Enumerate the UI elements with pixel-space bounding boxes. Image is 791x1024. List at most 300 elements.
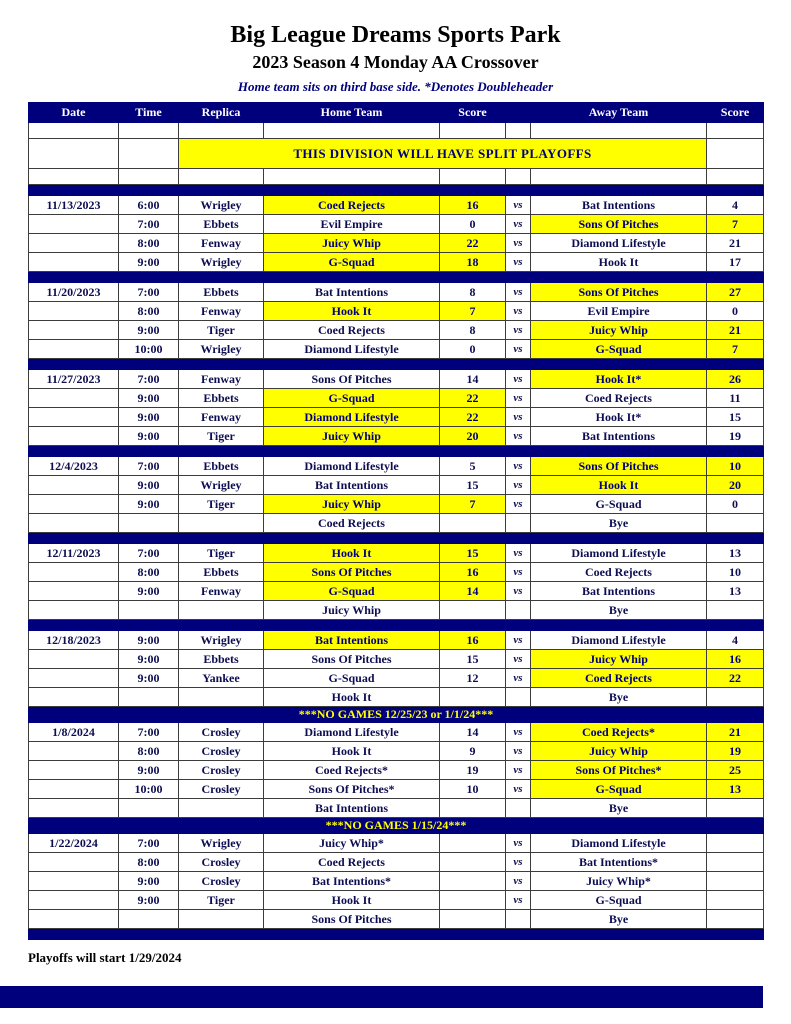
away-team-cell: G-Squad [531, 495, 707, 514]
notice-row [29, 818, 764, 834]
division-banner: THIS DIVISION WILL HAVE SPLIT PLAYOFFS [179, 139, 707, 169]
separator-bar [29, 359, 764, 370]
separator-row [29, 929, 764, 940]
replica-cell: Ebbets [179, 650, 264, 669]
column-header-home-team: Home Team [264, 103, 440, 123]
date-cell [29, 601, 119, 620]
away-score-cell [707, 139, 764, 169]
away-team-cell: Juicy Whip [531, 321, 707, 340]
away-score-cell [707, 514, 764, 533]
vs-cell: vs [506, 283, 531, 302]
date-cell: 12/4/2023 [29, 457, 119, 476]
replica-cell: Ebbets [179, 283, 264, 302]
time-cell: 7:00 [119, 215, 179, 234]
date-cell [29, 495, 119, 514]
separator-bar [29, 533, 764, 544]
replica-cell: Crosley [179, 853, 264, 872]
time-cell [119, 799, 179, 818]
time-cell: 8:00 [119, 302, 179, 321]
date-cell [29, 742, 119, 761]
vs-cell [506, 601, 531, 620]
home-score-cell: 16 [440, 196, 506, 215]
home-team-cell: Sons Of Pitches* [264, 780, 440, 799]
column-header-replica: Replica [179, 103, 264, 123]
away-team-cell: Hook It [531, 253, 707, 272]
away-team-cell: G-Squad [531, 340, 707, 359]
home-score-cell: 0 [440, 340, 506, 359]
away-team-cell: Coed Rejects [531, 389, 707, 408]
time-cell: 9:00 [119, 389, 179, 408]
away-team-cell: Bye [531, 514, 707, 533]
separator-bar [29, 272, 764, 283]
page-subtitle: 2023 Season 4 Monday AA Crossover [252, 52, 539, 72]
home-team-cell: Coed Rejects* [264, 761, 440, 780]
separator-row [29, 359, 764, 370]
vs-cell: vs [506, 891, 531, 910]
playoffs-note: Playoffs will start 1/29/2024 [28, 950, 182, 965]
time-cell [119, 514, 179, 533]
replica-cell: Crosley [179, 761, 264, 780]
game-row [29, 234, 764, 253]
away-score-cell: 0 [707, 302, 764, 321]
home-score-cell [440, 514, 506, 533]
home-score-cell: 7 [440, 302, 506, 321]
away-team-cell: Juicy Whip [531, 742, 707, 761]
away-score-cell: 19 [707, 427, 764, 446]
time-cell: 7:00 [119, 544, 179, 563]
separator-row [29, 185, 764, 196]
home-score-cell: 15 [440, 650, 506, 669]
game-row [29, 340, 764, 359]
date-cell [29, 891, 119, 910]
away-team-cell: Evil Empire [531, 302, 707, 321]
away-score-cell: 4 [707, 196, 764, 215]
vs-cell: vs [506, 370, 531, 389]
date-cell [29, 321, 119, 340]
home-score-cell [440, 872, 506, 891]
time-cell: 10:00 [119, 780, 179, 799]
date-cell [29, 169, 119, 185]
no-games-notice: ***NO GAMES 1/15/24*** [29, 818, 764, 834]
vs-cell: vs [506, 495, 531, 514]
replica-cell: Crosley [179, 742, 264, 761]
game-row [29, 370, 764, 389]
bottom-bar [0, 986, 763, 1008]
away-team-cell: Bye [531, 688, 707, 707]
away-score-cell: 26 [707, 370, 764, 389]
away-score-cell: 13 [707, 780, 764, 799]
separator-row [29, 620, 764, 631]
game-row [29, 780, 764, 799]
replica-cell: Wrigley [179, 476, 264, 495]
away-score-cell: 10 [707, 563, 764, 582]
replica-cell: Tiger [179, 544, 264, 563]
bye-row [29, 514, 764, 533]
game-row [29, 389, 764, 408]
time-cell: 9:00 [119, 669, 179, 688]
game-row [29, 582, 764, 601]
replica-cell: Tiger [179, 891, 264, 910]
time-cell: 9:00 [119, 582, 179, 601]
away-team-cell: Juicy Whip* [531, 872, 707, 891]
page-title: Big League Dreams Sports Park [230, 22, 561, 48]
column-header-vs [506, 103, 531, 123]
date-cell [29, 853, 119, 872]
game-row [29, 283, 764, 302]
vs-cell: vs [506, 563, 531, 582]
game-row [29, 650, 764, 669]
home-team-cell: Coed Rejects [264, 853, 440, 872]
home-team-cell: Hook It [264, 688, 440, 707]
column-header-score-home: Score [440, 103, 506, 123]
home-team-cell: Hook It [264, 742, 440, 761]
home-team-cell [264, 123, 440, 139]
date-cell [29, 476, 119, 495]
game-row [29, 563, 764, 582]
separator-row [29, 272, 764, 283]
home-score-cell: 20 [440, 427, 506, 446]
date-cell [29, 139, 119, 169]
home-score-cell: 7 [440, 495, 506, 514]
away-team-cell: Coed Rejects* [531, 723, 707, 742]
game-row [29, 457, 764, 476]
away-team-cell: Bye [531, 910, 707, 929]
vs-cell [506, 169, 531, 185]
home-score-cell [440, 799, 506, 818]
home-team-cell: Diamond Lifestyle [264, 723, 440, 742]
replica-cell: Fenway [179, 370, 264, 389]
home-team-cell: Juicy Whip [264, 495, 440, 514]
away-team-cell: Hook It [531, 476, 707, 495]
away-team-cell: Bat Intentions* [531, 853, 707, 872]
home-score-cell: 14 [440, 370, 506, 389]
home-team-cell: Evil Empire [264, 215, 440, 234]
game-row [29, 321, 764, 340]
time-cell: 9:00 [119, 891, 179, 910]
away-team-cell: Hook It* [531, 408, 707, 427]
home-team-cell: Diamond Lifestyle [264, 340, 440, 359]
date-cell [29, 234, 119, 253]
game-row [29, 742, 764, 761]
game-row [29, 872, 764, 891]
time-cell: 9:00 [119, 476, 179, 495]
time-cell: 7:00 [119, 283, 179, 302]
no-games-notice: ***NO GAMES 12/25/23 or 1/1/24*** [29, 707, 764, 723]
page-note: Home team sits on third base side. *Denotes Doubleheader [237, 79, 554, 94]
game-row [29, 761, 764, 780]
replica-cell: Ebbets [179, 563, 264, 582]
vs-cell [506, 910, 531, 929]
time-cell: 9:00 [119, 761, 179, 780]
schedule-header-row [29, 103, 764, 123]
time-cell [119, 910, 179, 929]
away-team-cell: Sons Of Pitches [531, 457, 707, 476]
home-team-cell: Bat Intentions [264, 476, 440, 495]
time-cell: 9:00 [119, 408, 179, 427]
vs-cell: vs [506, 631, 531, 650]
vs-cell: vs [506, 476, 531, 495]
date-cell: 12/11/2023 [29, 544, 119, 563]
game-row [29, 891, 764, 910]
game-row [29, 253, 764, 272]
date-cell: 1/8/2024 [29, 723, 119, 742]
game-row [29, 669, 764, 688]
home-team-cell: G-Squad [264, 582, 440, 601]
column-header-time: Time [119, 103, 179, 123]
home-score-cell: 22 [440, 234, 506, 253]
away-score-cell [707, 891, 764, 910]
vs-cell: vs [506, 215, 531, 234]
date-cell: 11/20/2023 [29, 283, 119, 302]
home-team-cell: Sons Of Pitches [264, 370, 440, 389]
time-cell: 7:00 [119, 370, 179, 389]
home-score-cell: 14 [440, 723, 506, 742]
vs-cell: vs [506, 457, 531, 476]
home-score-cell [440, 688, 506, 707]
column-header-score-away: Score [707, 103, 764, 123]
time-cell: 8:00 [119, 853, 179, 872]
away-team-cell: Sons Of Pitches* [531, 761, 707, 780]
away-score-cell: 11 [707, 389, 764, 408]
replica-cell: Ebbets [179, 215, 264, 234]
away-team-cell: Bat Intentions [531, 196, 707, 215]
home-score-cell [440, 601, 506, 620]
vs-cell: vs [506, 408, 531, 427]
replica-cell: Wrigley [179, 340, 264, 359]
vs-cell: vs [506, 780, 531, 799]
home-team-cell: Bat Intentions [264, 283, 440, 302]
replica-cell: Crosley [179, 780, 264, 799]
away-score-cell: 7 [707, 215, 764, 234]
home-team-cell: Sons Of Pitches [264, 563, 440, 582]
date-cell [29, 563, 119, 582]
vs-cell: vs [506, 253, 531, 272]
replica-cell [179, 169, 264, 185]
time-cell: 10:00 [119, 340, 179, 359]
date-cell [29, 780, 119, 799]
game-row [29, 631, 764, 650]
bye-row [29, 799, 764, 818]
away-team-cell: Bat Intentions [531, 427, 707, 446]
home-team-cell: Diamond Lifestyle [264, 408, 440, 427]
time-cell: 8:00 [119, 234, 179, 253]
game-row [29, 427, 764, 446]
away-score-cell: 15 [707, 408, 764, 427]
banner-row [29, 139, 764, 169]
away-score-cell: 21 [707, 234, 764, 253]
schedule-table [28, 102, 764, 940]
time-cell: 6:00 [119, 196, 179, 215]
vs-cell: vs [506, 853, 531, 872]
vs-cell [506, 514, 531, 533]
vs-cell: vs [506, 650, 531, 669]
away-score-cell: 0 [707, 495, 764, 514]
away-team-cell: Sons Of Pitches [531, 283, 707, 302]
date-cell [29, 799, 119, 818]
date-cell [29, 340, 119, 359]
home-score-cell: 9 [440, 742, 506, 761]
score-away-cell [707, 169, 764, 185]
vs-cell: vs [506, 544, 531, 563]
game-row [29, 302, 764, 321]
vs-cell: vs [506, 723, 531, 742]
vs-cell: vs [506, 834, 531, 853]
time-cell: 8:00 [119, 563, 179, 582]
separator-bar [29, 620, 764, 631]
home-score-cell: 0 [440, 215, 506, 234]
separator-row [29, 446, 764, 457]
replica-cell: Wrigley [179, 834, 264, 853]
replica-cell: Fenway [179, 302, 264, 321]
away-team-cell: Diamond Lifestyle [531, 631, 707, 650]
home-team-cell: Diamond Lifestyle [264, 457, 440, 476]
home-score-cell: 5 [440, 457, 506, 476]
date-cell [29, 253, 119, 272]
away-team-cell: Diamond Lifestyle [531, 834, 707, 853]
replica-cell: Fenway [179, 582, 264, 601]
away-team-cell: Juicy Whip [531, 650, 707, 669]
home-team-cell: Sons Of Pitches [264, 650, 440, 669]
time-cell: 9:00 [119, 872, 179, 891]
time-cell: 9:00 [119, 495, 179, 514]
home-score-cell: 18 [440, 253, 506, 272]
replica-cell: Wrigley [179, 196, 264, 215]
game-row [29, 215, 764, 234]
vs-cell: vs [506, 872, 531, 891]
home-team-cell: Coed Rejects [264, 514, 440, 533]
away-score-cell: 19 [707, 742, 764, 761]
away-score-cell [707, 910, 764, 929]
replica-cell: Wrigley [179, 631, 264, 650]
date-cell [29, 302, 119, 321]
date-cell [29, 910, 119, 929]
separator-bar [29, 185, 764, 196]
home-score-cell: 14 [440, 582, 506, 601]
time-cell [119, 688, 179, 707]
home-score-cell: 8 [440, 283, 506, 302]
date-cell [29, 650, 119, 669]
away-team-cell: G-Squad [531, 891, 707, 910]
replica-cell: Ebbets [179, 389, 264, 408]
date-cell [29, 872, 119, 891]
home-team-cell: Juicy Whip [264, 601, 440, 620]
away-score-cell [707, 872, 764, 891]
date-cell [29, 215, 119, 234]
replica-cell: Wrigley [179, 253, 264, 272]
vs-cell: vs [506, 742, 531, 761]
time-cell [119, 123, 179, 139]
home-score-cell: 12 [440, 669, 506, 688]
away-team-cell: Coed Rejects [531, 669, 707, 688]
blank-row [29, 169, 764, 185]
column-header-date: Date [29, 103, 119, 123]
home-team-cell: Hook It [264, 302, 440, 321]
home-team-cell: G-Squad [264, 669, 440, 688]
home-team-cell: G-Squad [264, 253, 440, 272]
separator-bar [29, 929, 764, 940]
replica-cell: Tiger [179, 427, 264, 446]
vs-cell: vs [506, 669, 531, 688]
away-score-cell [707, 799, 764, 818]
away-team-cell: G-Squad [531, 780, 707, 799]
home-score-cell: 22 [440, 389, 506, 408]
home-team-cell: Bat Intentions [264, 631, 440, 650]
home-team-cell: Juicy Whip [264, 234, 440, 253]
time-cell: 9:00 [119, 321, 179, 340]
away-score-cell: 27 [707, 283, 764, 302]
score-home-cell [440, 123, 506, 139]
date-cell [29, 123, 119, 139]
away-score-cell [707, 601, 764, 620]
away-score-cell: 22 [707, 669, 764, 688]
time-cell [119, 601, 179, 620]
vs-cell [506, 799, 531, 818]
replica-cell: Yankee [179, 669, 264, 688]
home-team-cell: Juicy Whip* [264, 834, 440, 853]
away-score-cell: 16 [707, 650, 764, 669]
game-row [29, 834, 764, 853]
away-team-cell [531, 169, 707, 185]
away-score-cell [707, 834, 764, 853]
away-score-cell: 10 [707, 457, 764, 476]
away-score-cell [707, 853, 764, 872]
replica-cell: Fenway [179, 234, 264, 253]
date-cell: 11/27/2023 [29, 370, 119, 389]
schedule-table-body [29, 123, 764, 940]
time-cell: 9:00 [119, 631, 179, 650]
away-score-cell: 4 [707, 631, 764, 650]
game-row [29, 476, 764, 495]
notice-row [29, 707, 764, 723]
home-score-cell [440, 910, 506, 929]
time-cell [119, 169, 179, 185]
home-score-cell: 22 [440, 408, 506, 427]
home-team-cell: Bat Intentions* [264, 872, 440, 891]
bye-row [29, 910, 764, 929]
date-cell [29, 408, 119, 427]
game-row [29, 196, 764, 215]
replica-cell [179, 910, 264, 929]
game-row [29, 853, 764, 872]
vs-cell: vs [506, 302, 531, 321]
home-team-cell: Sons Of Pitches [264, 910, 440, 929]
away-team-cell [531, 123, 707, 139]
vs-cell: vs [506, 427, 531, 446]
away-team-cell: Bat Intentions [531, 582, 707, 601]
away-score-cell: 21 [707, 723, 764, 742]
home-team-cell: Hook It [264, 891, 440, 910]
away-score-cell: 13 [707, 582, 764, 601]
replica-cell: Crosley [179, 872, 264, 891]
score-home-cell [440, 169, 506, 185]
home-team-cell: Bat Intentions [264, 799, 440, 818]
home-team-cell: G-Squad [264, 389, 440, 408]
home-score-cell: 15 [440, 476, 506, 495]
away-team-cell: Hook It* [531, 370, 707, 389]
away-score-cell: 13 [707, 544, 764, 563]
away-team-cell: Diamond Lifestyle [531, 544, 707, 563]
replica-cell: Tiger [179, 495, 264, 514]
home-team-cell: Coed Rejects [264, 196, 440, 215]
date-cell [29, 669, 119, 688]
away-score-cell: 7 [707, 340, 764, 359]
away-team-cell: Diamond Lifestyle [531, 234, 707, 253]
date-cell: 11/13/2023 [29, 196, 119, 215]
vs-cell: vs [506, 234, 531, 253]
date-cell [29, 427, 119, 446]
time-cell: 7:00 [119, 457, 179, 476]
replica-cell [179, 123, 264, 139]
